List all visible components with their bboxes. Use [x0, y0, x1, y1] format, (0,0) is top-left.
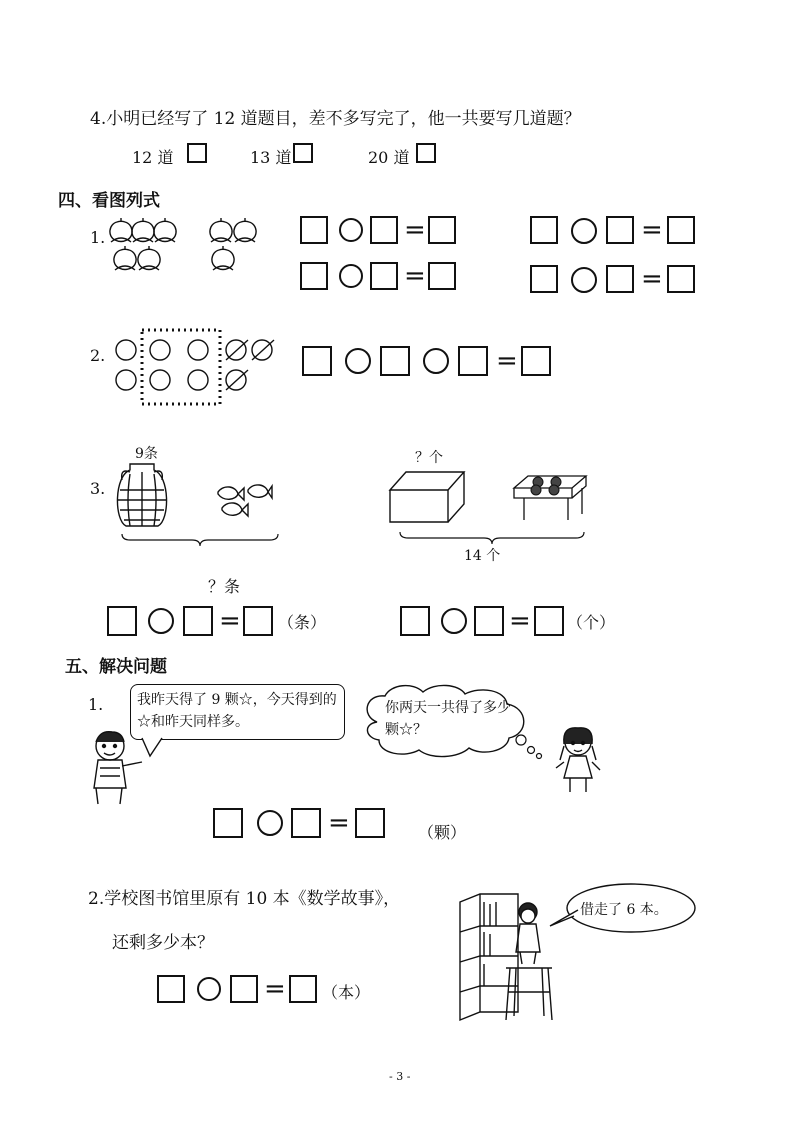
boy-speech-bubble: [130, 684, 345, 740]
operator-circle[interactable]: [423, 348, 449, 374]
item-4-3-label: 3.: [90, 479, 106, 498]
section-4-title: 四、看图列式: [58, 191, 160, 211]
answer-box[interactable]: [289, 975, 317, 1003]
operator-circle[interactable]: [339, 264, 363, 288]
equals-sign: =: [641, 215, 663, 245]
girl-character-icon: [552, 724, 602, 794]
operator-circle[interactable]: [148, 608, 174, 634]
total-fish-label: ？条: [208, 577, 241, 596]
answer-box[interactable]: [291, 808, 321, 838]
unit-label: （个）: [567, 613, 616, 632]
girl-thought-text: 你两天一共得了多少颗☆？: [385, 700, 511, 738]
answer-box[interactable]: [183, 606, 213, 636]
girl-speech-text: 借走了 6 本。: [580, 902, 668, 918]
answer-box[interactable]: [428, 262, 456, 290]
answer-box[interactable]: [370, 262, 398, 290]
box-icon: [388, 468, 468, 524]
answer-box[interactable]: [428, 216, 456, 244]
item-4-2-label: 2.: [90, 346, 106, 365]
answer-box[interactable]: [355, 808, 385, 838]
answer-box[interactable]: [230, 975, 258, 1003]
answer-box[interactable]: [521, 346, 551, 376]
apple-tray-icon: [512, 474, 588, 524]
answer-box[interactable]: [530, 216, 558, 244]
answer-box[interactable]: [530, 265, 558, 293]
answer-checkbox-20[interactable]: [416, 143, 436, 163]
option-20: 20 道: [368, 148, 410, 167]
unit-label: （颗）: [418, 823, 467, 842]
answer-box[interactable]: [157, 975, 185, 1003]
operator-circle[interactable]: [571, 267, 597, 293]
fish-icon: [214, 482, 274, 522]
answer-box[interactable]: [534, 606, 564, 636]
answer-box[interactable]: [243, 606, 273, 636]
fish-brace: [120, 532, 280, 548]
answer-box[interactable]: [458, 346, 488, 376]
page-number: - 3 -: [389, 1070, 411, 1083]
operator-circle[interactable]: [197, 977, 221, 1001]
answer-box[interactable]: [667, 216, 695, 244]
equals-sign: =: [264, 974, 286, 1004]
operator-circle[interactable]: [257, 810, 283, 836]
fish-jar-icon: [112, 460, 172, 532]
option-12: 12 道: [132, 148, 174, 167]
equals-sign: =: [496, 346, 518, 376]
fish-count-label: 9条: [135, 446, 158, 462]
item-5-1-label: 1.: [88, 695, 104, 714]
answer-box[interactable]: [667, 265, 695, 293]
answer-box[interactable]: [300, 262, 328, 290]
question-4-text: 4.小明已经写了 12 道题目，差不多写完了，他一共要写几道题？: [90, 109, 581, 129]
unit-label: （本）: [322, 983, 371, 1002]
peach-group-icon: [105, 218, 255, 278]
operator-circle[interactable]: [441, 608, 467, 634]
equals-sign: =: [328, 808, 350, 838]
unit-label: （条）: [278, 613, 327, 632]
boy-character-icon: [82, 728, 152, 808]
item-4-1-label: 1.: [90, 228, 106, 247]
item-5-2-question: 还剩多少本？: [112, 933, 214, 953]
circles-diagram-icon: [112, 328, 292, 408]
answer-box[interactable]: [302, 346, 332, 376]
equals-sign: =: [509, 606, 531, 636]
answer-box[interactable]: [606, 216, 634, 244]
total-items-label: 14 个: [464, 548, 501, 564]
operator-circle[interactable]: [345, 348, 371, 374]
answer-box[interactable]: [300, 216, 328, 244]
items-brace: [398, 530, 588, 546]
boy-speech-text: 我昨天得了 9 颗☆，今天得到的☆和昨天同样多。: [137, 692, 337, 730]
item-5-2-text: 2.学校图书馆里原有 10 本《数学故事》，: [88, 889, 401, 909]
answer-box[interactable]: [400, 606, 430, 636]
option-13: 13 道: [250, 148, 292, 167]
equals-sign: =: [219, 606, 241, 636]
box-unknown-label: ？个: [415, 450, 443, 466]
answer-box[interactable]: [606, 265, 634, 293]
answer-box[interactable]: [380, 346, 410, 376]
answer-box[interactable]: [107, 606, 137, 636]
equals-sign: =: [641, 264, 663, 294]
answer-box[interactable]: [213, 808, 243, 838]
answer-checkbox-13[interactable]: [293, 143, 313, 163]
answer-box[interactable]: [474, 606, 504, 636]
answer-box[interactable]: [370, 216, 398, 244]
equals-sign: =: [404, 261, 426, 291]
equals-sign: =: [404, 215, 426, 245]
section-5-title: 五、解决问题: [65, 657, 167, 677]
operator-circle[interactable]: [339, 218, 363, 242]
answer-checkbox-12[interactable]: [187, 143, 207, 163]
operator-circle[interactable]: [571, 218, 597, 244]
